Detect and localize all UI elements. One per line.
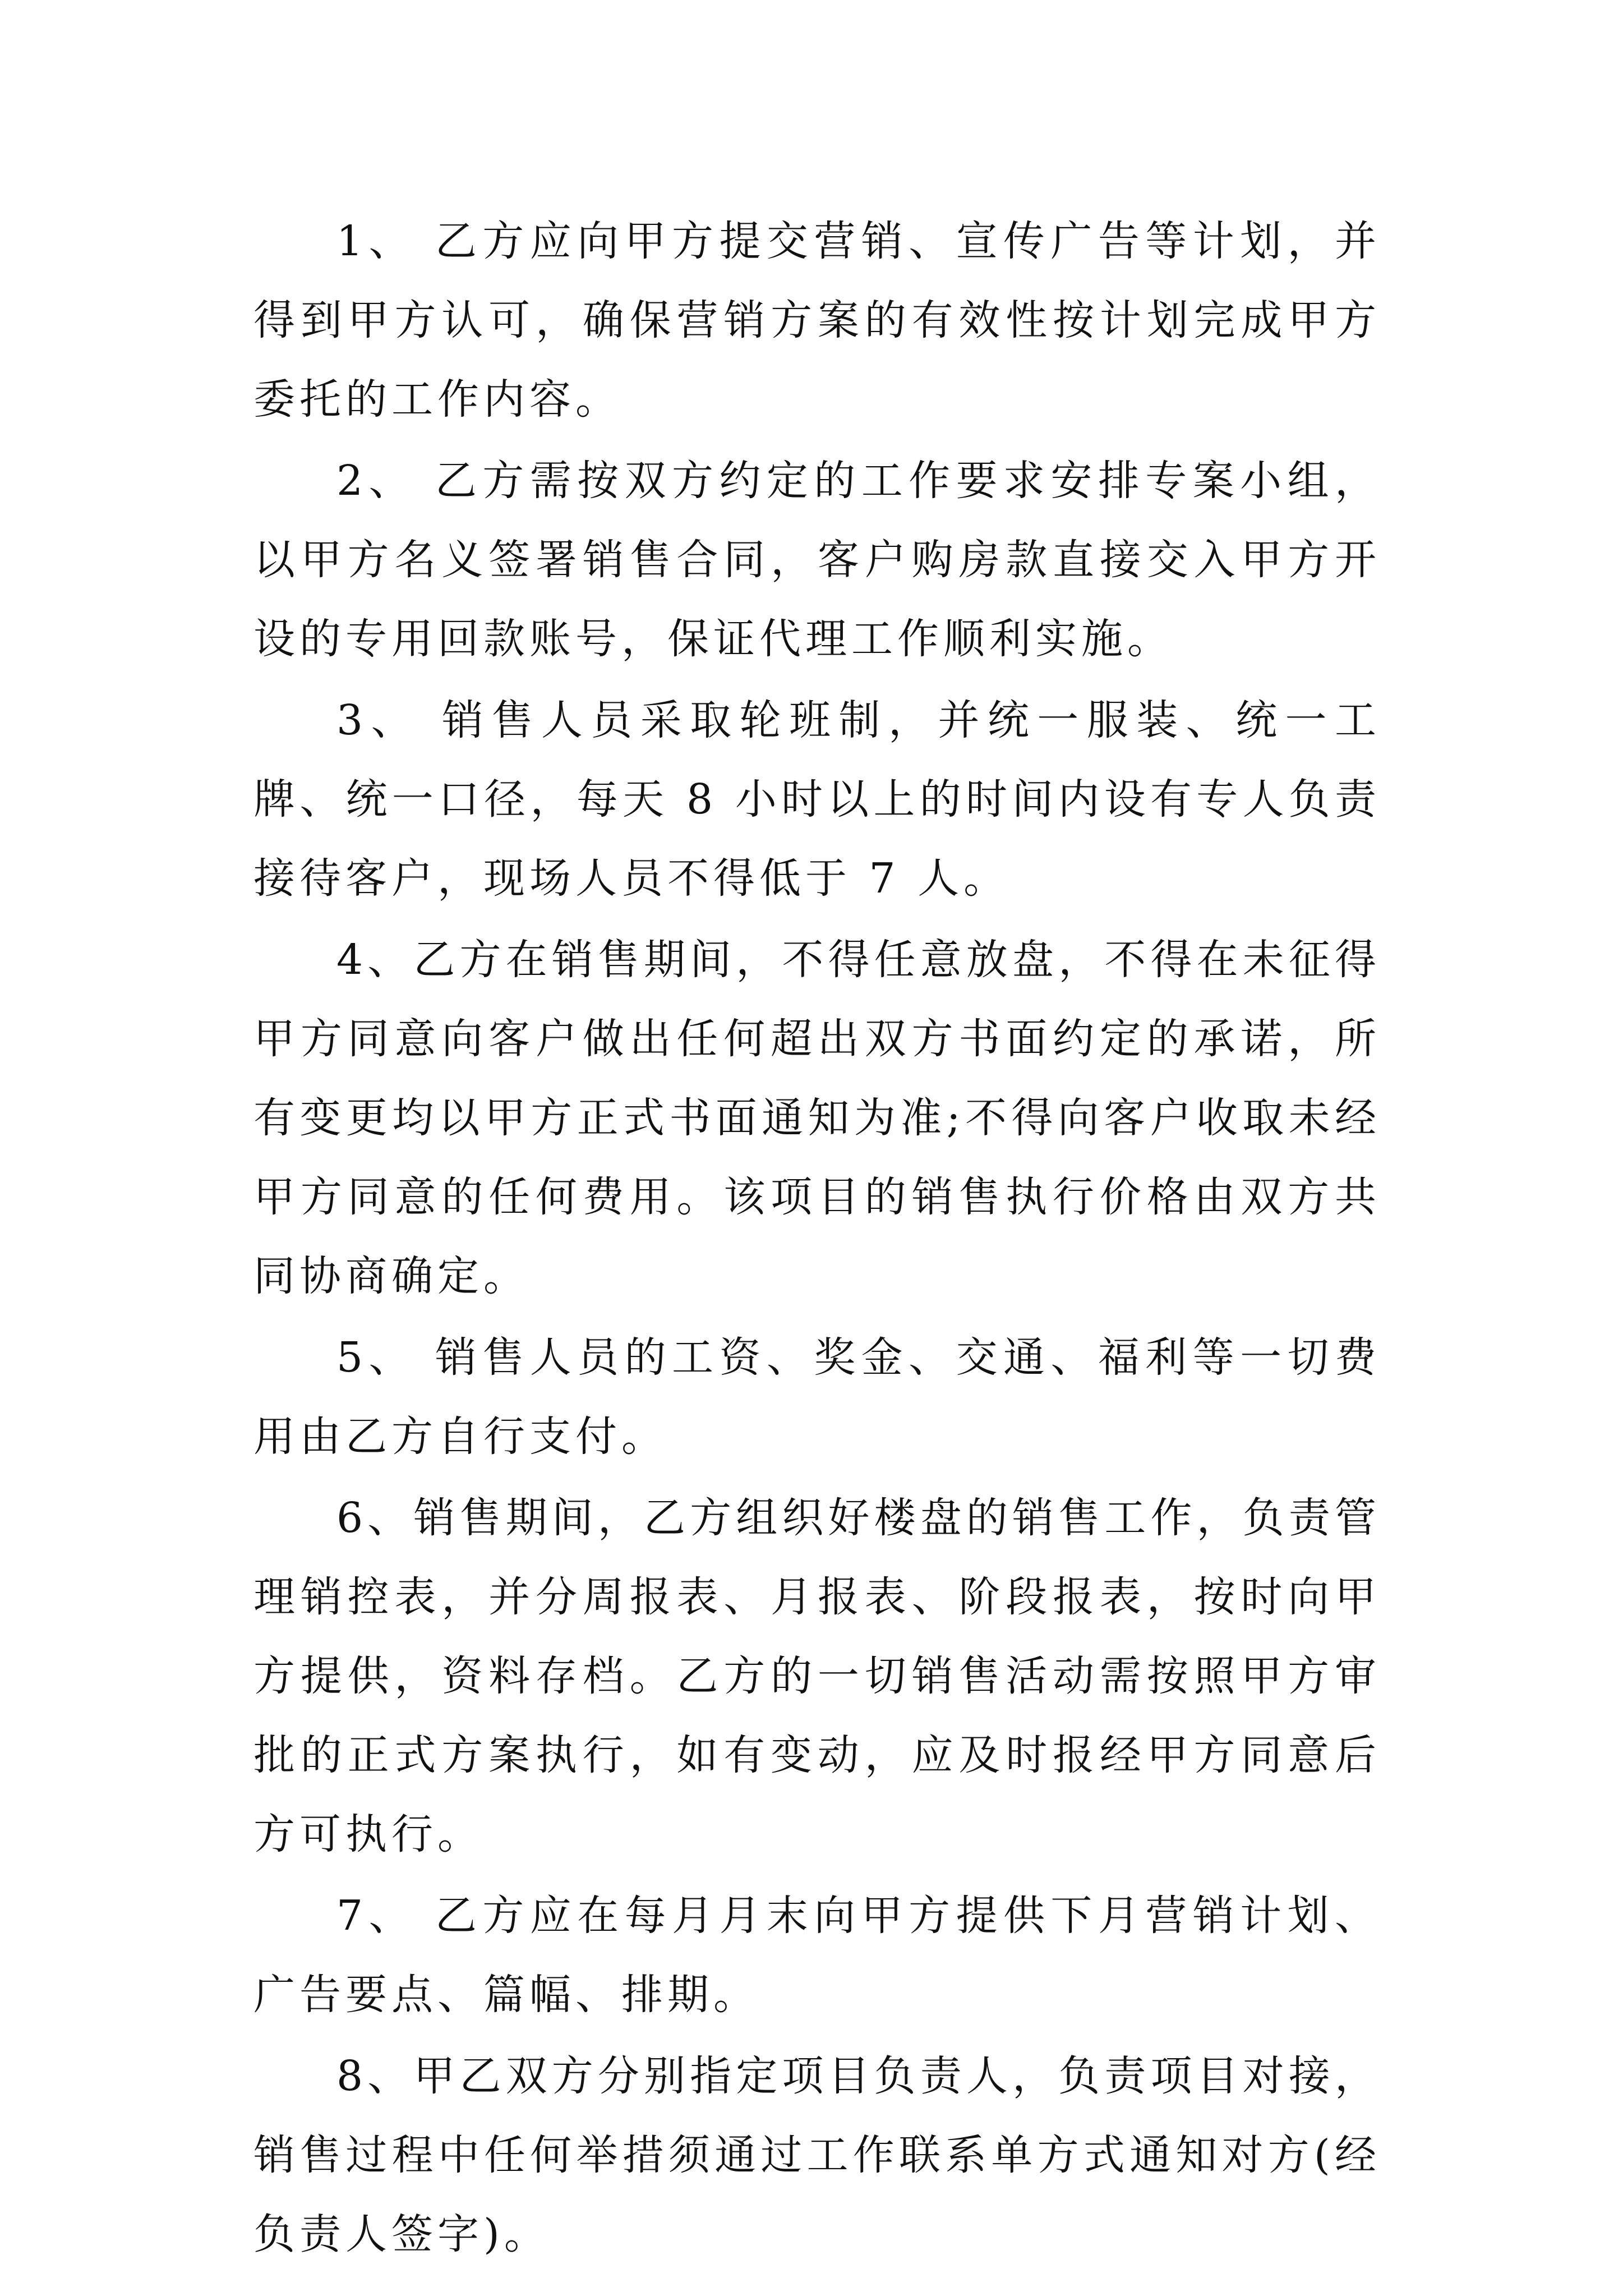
clause-5: 5、 销售人员的工资、奖金、交通、福利等一切费用由乙方自行支付。 — [253, 1333, 1381, 1461]
clause-7: 7、 乙方应在每月月末向甲方提供下月营销计划、广告要点、篇幅、排期。 — [253, 1892, 1381, 2019]
clause-2: 2、 乙方需按双方约定的工作要求安排专案小组，以甲方名义签署销售合同，客户购房款直接交入甲方开设的专用回款账号，保证代理工作顺利实施。 — [253, 457, 1381, 663]
document-body — [253, 202, 1381, 2276]
clause-8: 8、甲乙双方分别指定项目负责人，负责项目对接，销售过程中任何举措须通过工作联系单方式通知对方(经负责人签字)。 — [253, 2052, 1381, 2258]
clause-1: 1、 乙方应向甲方提交营销、宣传广告等计划，并得到甲方认可，确保营销方案的有效性按计划完成甲方委托的工作内容。 — [253, 217, 1381, 424]
clause-4: 4、乙方在销售期间，不得任意放盘，不得在未征得甲方同意向客户做出任何超出双方书面约定的承诺，所有变更均以甲方正式书面通知为准;不得向客户收取未经甲方同意的任何费用。该项目的销售执行价格由双方共同协商确定。 — [253, 936, 1381, 1300]
clause-3: 3、 销售人员采取轮班制，并统一服装、统一工牌、统一口径，每天 8 小时以上的时间内设有专人负责接待客户，现场人员不得低于 7 人。 — [253, 696, 1381, 903]
clause-6: 6、销售期间，乙方组织好楼盘的销售工作，负责管理销控表，并分周报表、月报表、阶段报表，按时向甲方提供，资料存档。乙方的一切销售活动需按照甲方审批的正式方案执行，如有变动，应及时报经甲方同意后方可执行。 — [253, 1494, 1381, 1858]
